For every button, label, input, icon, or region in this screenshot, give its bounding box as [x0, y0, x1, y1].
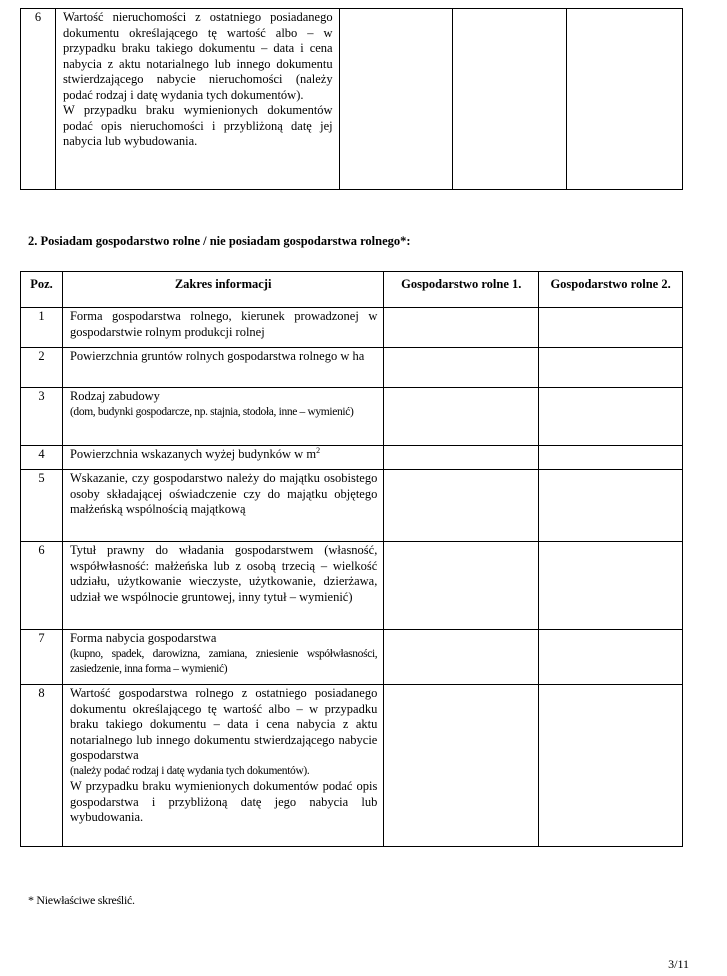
row-description-text: Wartość nieruchomości z ostatniego posiadanego dokumentu określającego tę wartość albo – w przypadku braku takiego dokumentu – data i cena nabycia z aktu notarialnego lub innego dokumentu stwierdzającego nabycie nieruchomości (należy podać rodzaj i datę wydania tych dokumentów).: [62, 10, 333, 102]
farm-2-cell[interactable]: [539, 685, 683, 847]
farm-1-cell[interactable]: [384, 308, 539, 348]
table-header-row: [21, 272, 683, 308]
row-description: [62, 630, 383, 685]
farm-2-cell[interactable]: [539, 388, 683, 446]
row-number: 8: [21, 685, 63, 847]
row-description-extra: W przypadku braku wymienionych dokumentów podać opis gospodarstwa i przybliżoną datę jego nabycia lub wybudowania.: [69, 779, 378, 824]
table-row: [21, 446, 683, 470]
row-description: [62, 388, 383, 446]
farm-1-cell[interactable]: [384, 685, 539, 847]
row-number: 7: [21, 630, 63, 685]
row-description: [62, 446, 383, 470]
farm-2-cell[interactable]: [539, 470, 683, 542]
page-number: 3/11: [668, 957, 689, 971]
table-row: [21, 388, 683, 446]
row-description-text: Wartość gospodarstwa rolnego z ostatniego posiadanego dokumentu określającego tę wartość albo – w przypadku braku takiego dokumentu – data i cena nabycia z aktu notarialnego lub innego dokumentu stwierdzającego nabycie gospodarstwa: [69, 686, 378, 762]
row-number: 6: [21, 9, 56, 190]
row-description-note: (dom, budynki gospodarcze, np. stajnia, stodoła, inne – wymienić): [69, 405, 354, 418]
row-number: 4: [21, 446, 63, 470]
header-info-scope: Zakres informacji: [62, 272, 383, 308]
row-description-text: Rodzaj zabudowy: [69, 389, 160, 403]
row-description-text: Powierzchnia gruntów rolnych gospodarstwa rolnego w ha: [69, 349, 365, 363]
row-description-text: Forma nabycia gospodarstwa: [69, 631, 217, 645]
farm-2-cell[interactable]: [539, 446, 683, 470]
header-position: Poz.: [21, 272, 63, 308]
row-description-text: Tytuł prawny do władania gospodarstwem (własność, współwłasność: małżeńska lub z osobą trzecią – wielkość udziału, użytkowanie wieczyste, użytkowanie, dzierżawa, udział we wspólnocie gruntowej, inny tytuł – wymienić): [69, 543, 378, 604]
farm-table: [20, 271, 683, 847]
row-number: 3: [21, 388, 63, 446]
row-description: [62, 685, 383, 847]
farm-2-cell[interactable]: [539, 348, 683, 388]
section-heading: 2. Posiadam gospodarstwo rolne / nie posiadam gospodarstwa rolnego*:: [28, 234, 411, 248]
row-description-note: (kupno, spadek, darowizna, zamiana, zniesienie współwłasności, zasiedzenie, inna forma – wymienić): [69, 647, 378, 675]
row-number: 2: [21, 348, 63, 388]
table-row: [21, 348, 683, 388]
farm-1-cell[interactable]: [384, 470, 539, 542]
table-row: [21, 630, 683, 685]
row-description: [62, 542, 383, 630]
row-description-text: Powierzchnia wskazanych wyżej budynków w m: [69, 447, 317, 461]
header-farm-1: Gospodarstwo rolne 1.: [384, 272, 539, 308]
table-row: [21, 542, 683, 630]
row-description-note: (należy podać rodzaj i datę wydania tych dokumentów).: [69, 764, 310, 777]
row-description-text: Forma gospodarstwa rolnego, kierunek prowadzonej w gospodarstwie rolnym produkcji rolnej: [69, 309, 378, 339]
farm-1-cell[interactable]: [384, 542, 539, 630]
farm-1-cell[interactable]: [384, 348, 539, 388]
farm-1-cell[interactable]: [384, 388, 539, 446]
row-description: [62, 470, 383, 542]
row-description: [62, 308, 383, 348]
farm-1-cell[interactable]: [384, 446, 539, 470]
row-description-text-2: W przypadku braku wymienionych dokumentów podać opis nieruchomości i przybliżoną datę jej nabycia lub wybudowania.: [62, 103, 333, 148]
farm-2-cell[interactable]: [539, 542, 683, 630]
superscript-2: 2: [316, 445, 321, 455]
farm-1-cell[interactable]: [384, 630, 539, 685]
row-description: [55, 9, 339, 190]
row-description-text: Wskazanie, czy gospodarstwo należy do majątku osobistego osoby składającej oświadczenie czy do majątku objętego małżeńską wspólnością majątkową: [69, 471, 378, 516]
table-row: [21, 470, 683, 542]
entry-cell[interactable]: [339, 9, 453, 190]
row-number: 1: [21, 308, 63, 348]
row-description: [62, 348, 383, 388]
footnote: * Niewłaściwe skreślić.: [28, 893, 135, 907]
entry-cell[interactable]: [453, 9, 567, 190]
table-row: [21, 308, 683, 348]
property-table-continuation: [20, 8, 683, 190]
farm-2-cell[interactable]: [539, 308, 683, 348]
table-row: [21, 9, 683, 190]
entry-cell[interactable]: [567, 9, 683, 190]
row-number: 6: [21, 542, 63, 630]
table-row: [21, 685, 683, 847]
row-number: 5: [21, 470, 63, 542]
header-farm-2: Gospodarstwo rolne 2.: [539, 272, 683, 308]
farm-2-cell[interactable]: [539, 630, 683, 685]
